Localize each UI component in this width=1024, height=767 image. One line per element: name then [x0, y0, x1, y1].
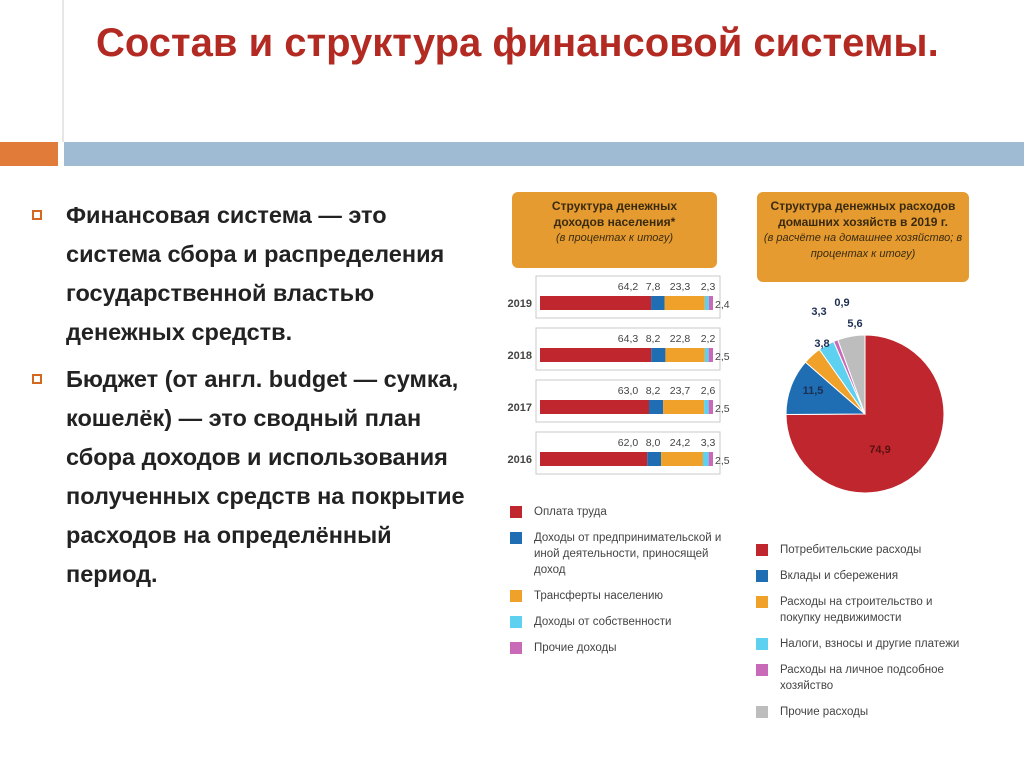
legend-swatch	[510, 532, 522, 544]
pie-value-label: 5,6	[847, 318, 863, 330]
legend-label: Налоги, взносы и другие платежи	[780, 638, 960, 650]
bar-segment	[651, 348, 665, 362]
bar-value-label: 64,3	[617, 333, 639, 345]
legend-label: Расходы на строительство и покупку недвижимости	[780, 596, 933, 624]
legend-label: Расходы на личное подсобное хозяйство	[780, 664, 944, 692]
legend-swatch	[756, 596, 768, 608]
bar-segment	[665, 348, 704, 362]
legend-item	[752, 704, 972, 720]
bar-category-label: 2017	[507, 402, 532, 414]
legend-swatch	[510, 506, 522, 518]
legend-label: Доходы от собственности	[534, 616, 672, 628]
legend-item	[506, 640, 731, 656]
legend-item	[506, 588, 731, 604]
bar-value-label: 2,6	[700, 385, 716, 397]
bar-value-label: 2,3	[700, 281, 716, 293]
legend-item	[752, 594, 972, 626]
bar-value-label: 8,2	[645, 333, 661, 345]
bar-value-label: 64,2	[617, 281, 639, 293]
legend-item	[752, 542, 972, 558]
bar-segment	[540, 400, 649, 414]
bar-segment	[649, 400, 663, 414]
expense-chart-subtitle: (в расчёте на домашнее хозяйство; в процентах к итогу)	[763, 232, 963, 260]
bar-segment	[709, 348, 713, 362]
legend-label: Прочие доходы	[534, 642, 617, 654]
legend-swatch	[756, 638, 768, 650]
bar-segment	[705, 348, 709, 362]
pie-value-label: 3,3	[811, 306, 827, 318]
bullet-text: Финансовая система — это система сбора и распределения государственной властью денежных средств.	[66, 202, 445, 345]
bar-segment	[540, 348, 651, 362]
legend-swatch	[756, 664, 768, 676]
bar-value-label: 2,5	[715, 351, 730, 363]
legend-label: Оплата труда	[534, 506, 607, 518]
bar-category-label: 2018	[507, 350, 532, 362]
legend-label: Доходы от предпринимательской и иной деятельности, приносящей доход	[534, 532, 722, 576]
bar-value-label: 2,5	[715, 403, 730, 415]
bar-value-label: 23,3	[669, 281, 691, 293]
bar-segment	[703, 452, 709, 466]
bar-segment	[661, 452, 703, 466]
bar-segment	[540, 452, 647, 466]
legend-item	[752, 568, 972, 584]
legend-item	[506, 614, 731, 630]
bar-value-label: 3,3	[700, 437, 716, 449]
bar-segment	[665, 296, 705, 310]
legend-item	[506, 504, 731, 520]
bar-segment	[709, 400, 713, 414]
bar-category-label: 2016	[507, 454, 532, 466]
legend-swatch	[756, 544, 768, 556]
income-chart-title: Структура денежных доходов населения*	[551, 199, 678, 229]
expense-pie-chart	[786, 297, 944, 493]
expense-chart-legend	[752, 542, 972, 730]
legend-item	[506, 530, 731, 578]
bar-segment	[540, 296, 651, 310]
expense-chart-title: Структура денежных расходов домашних хозяйств в 2019 г.	[770, 199, 956, 229]
bar-value-label: 22,8	[669, 333, 691, 345]
legend-label: Трансферты населению	[534, 590, 664, 602]
bar-value-label: 63,0	[617, 385, 639, 397]
slide-title: Состав и структура финансовой системы.	[96, 21, 939, 65]
bar-segment	[709, 296, 713, 310]
legend-label: Вклады и сбережения	[780, 570, 899, 582]
legend-label: Потребительские расходы	[780, 544, 922, 556]
bar-segment	[663, 400, 704, 414]
income-bar-chart	[508, 276, 730, 474]
pie-value-label: 3,8	[814, 338, 830, 350]
pie-value-label: 11,5	[802, 385, 824, 397]
bar-value-label: 8,0	[645, 437, 661, 449]
bar-value-label: 2,5	[715, 455, 730, 467]
bar-value-label: 23,7	[669, 385, 691, 397]
legend-item	[752, 662, 972, 694]
bullet-text: Бюджет (от англ. budget — сумка, кошелёк) — это сводный план сбора доходов и использования полученных средств на покрытие расходов на определённый период.	[66, 366, 465, 587]
bar-value-label: 2,2	[700, 333, 716, 345]
legend-swatch	[510, 590, 522, 602]
legend-swatch	[510, 642, 522, 654]
bar-segment	[705, 296, 709, 310]
bar-segment	[709, 452, 713, 466]
legend-item	[752, 636, 972, 652]
bar-segment	[647, 452, 661, 466]
income-chart-legend	[506, 504, 731, 666]
bar-category-label: 2019	[507, 298, 532, 310]
legend-swatch	[756, 570, 768, 582]
legend-label: Прочие расходы	[780, 706, 869, 718]
bar-value-label: 7,8	[645, 281, 661, 293]
income-chart-subtitle: (в процентах к итогу)	[555, 232, 674, 244]
legend-swatch	[510, 616, 522, 628]
bar-value-label: 24,2	[669, 437, 691, 449]
bar-value-label: 2,4	[715, 299, 730, 311]
pie-value-label: 0,9	[834, 297, 850, 309]
bar-segment	[651, 296, 664, 310]
legend-swatch	[756, 706, 768, 718]
bar-value-label: 8,2	[645, 385, 661, 397]
bar-segment	[704, 400, 708, 414]
bar-value-label: 62,0	[617, 437, 639, 449]
pie-value-label: 74,9	[869, 444, 891, 456]
